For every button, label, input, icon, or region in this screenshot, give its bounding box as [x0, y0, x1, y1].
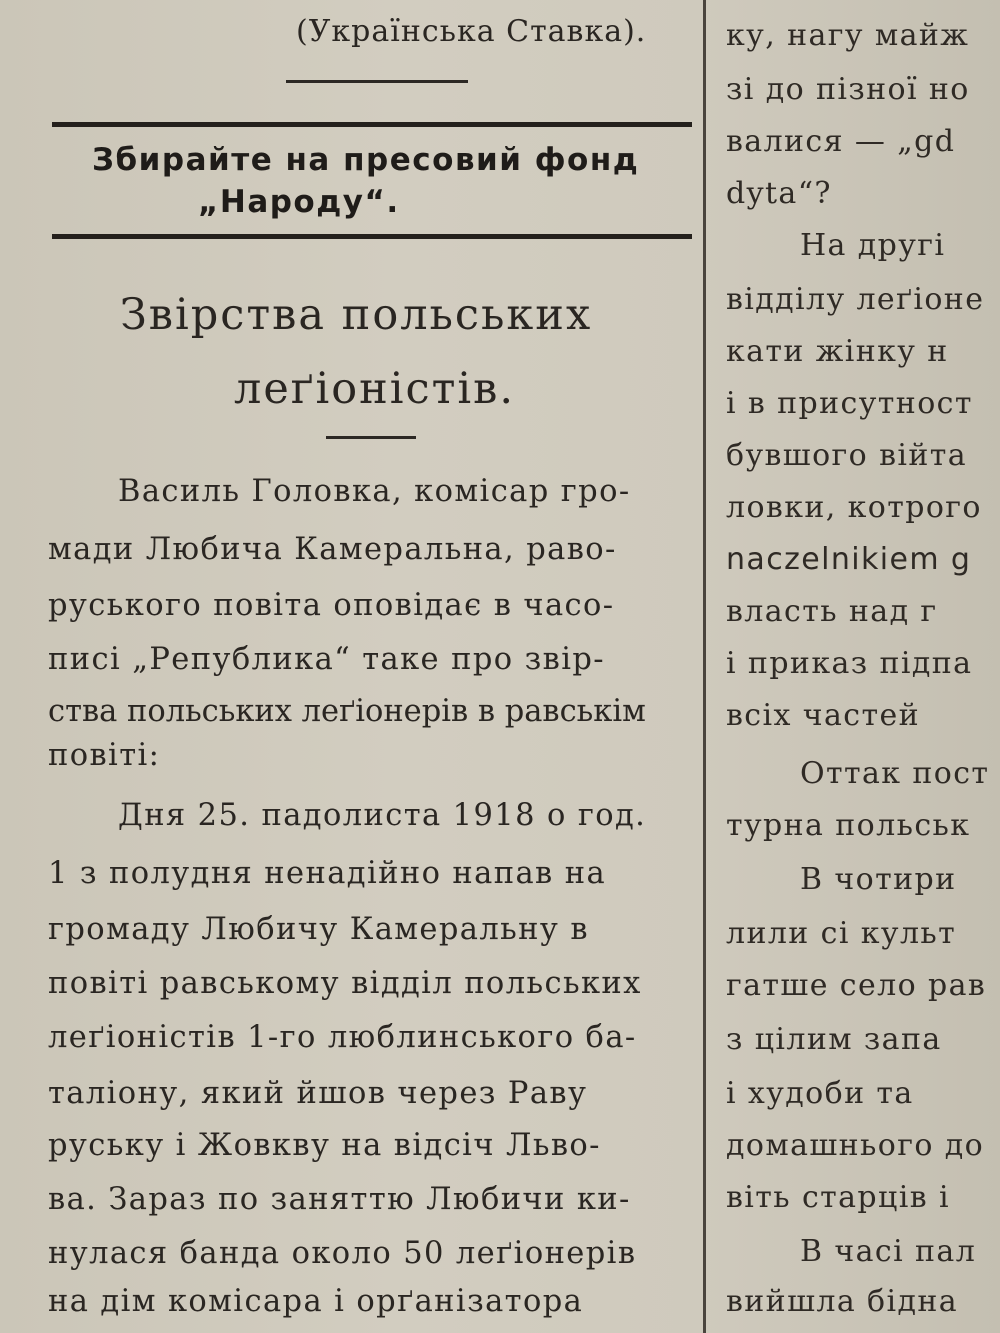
box-rule-bottom — [52, 234, 692, 239]
right-line: кати жінку н — [726, 334, 949, 369]
right-column — [712, 0, 1000, 1333]
right-line: вийшла бідна — [726, 1284, 959, 1319]
body-line: нулася банда около 50 леґіонерів — [48, 1236, 637, 1271]
headline-divider — [326, 436, 416, 439]
body-line: повіті: — [48, 738, 161, 773]
body-line: леґіоністів 1-го люблинського ба- — [48, 1020, 637, 1055]
body-line: таліону, який йшов через Раву — [48, 1076, 588, 1111]
right-line: Оттак пост — [800, 756, 990, 791]
right-line: з цілим запа — [726, 1022, 942, 1057]
fund-appeal-line-1: Збирайте на пресовий фонд — [92, 142, 640, 178]
source-attribution: (Українська Ставка). — [296, 14, 647, 49]
body-line: громаду Любичу Камеральну в — [48, 912, 589, 947]
box-rule-top — [52, 122, 692, 127]
body-line: на дім комісара і орґанізатора — [48, 1284, 584, 1319]
right-line: dyta“? — [726, 176, 832, 211]
body-line: мади Любича Камеральна, раво- — [48, 532, 617, 567]
body-line: Василь Головка, комісар гро- — [118, 474, 631, 509]
right-line: зі до пізної но — [726, 72, 970, 107]
right-line: ку, нагу майж — [726, 18, 970, 53]
right-line: віть старців і — [726, 1180, 950, 1215]
right-line: бувшого війта — [726, 438, 968, 473]
body-line: 1 з полудня ненадійно напав на — [48, 856, 607, 891]
body-line: ва. Зараз по заняттю Любичи ки- — [48, 1182, 631, 1217]
right-line: На другі — [800, 228, 946, 263]
article-headline-line-2: леґіоністів. — [234, 364, 516, 414]
right-line: і приказ підпа — [726, 646, 973, 681]
body-line: руську і Жовкву на відсіч Льво- — [48, 1128, 601, 1163]
right-line: всіх частей — [726, 698, 921, 733]
right-line: домашнього до — [726, 1128, 985, 1163]
right-line: і в присутност — [726, 386, 973, 421]
body-line: писі „Република“ таке про звір- — [48, 642, 606, 677]
right-line: В чотири — [800, 862, 957, 897]
divider-short — [286, 80, 468, 83]
body-line: повіті равському відділ польських — [48, 966, 642, 1001]
right-line: naczelnikiem g — [726, 542, 972, 577]
body-line: руського повіта оповідає в часо- — [48, 588, 615, 623]
right-line: валися — „gd — [726, 124, 956, 159]
right-line: відділу леґіоне — [726, 282, 985, 317]
right-line: і худоби та — [726, 1076, 914, 1111]
right-line: В часі пал — [800, 1234, 977, 1269]
fund-appeal-line-2: „Народу“. — [198, 184, 400, 220]
right-line: турна польськ — [726, 808, 971, 843]
right-line: ловки, котрого — [726, 490, 982, 525]
column-rule — [703, 0, 706, 1333]
article-headline-line-1: Звірства польських — [120, 290, 593, 340]
right-line: лили сі культ — [726, 916, 957, 951]
right-line: власть над г — [726, 594, 938, 629]
body-line: ства польських леґіонерів в равськім — [48, 694, 646, 729]
body-line: Дня 25. падолиста 1918 о год. — [118, 798, 647, 833]
right-line: гатше село рав — [726, 968, 987, 1003]
